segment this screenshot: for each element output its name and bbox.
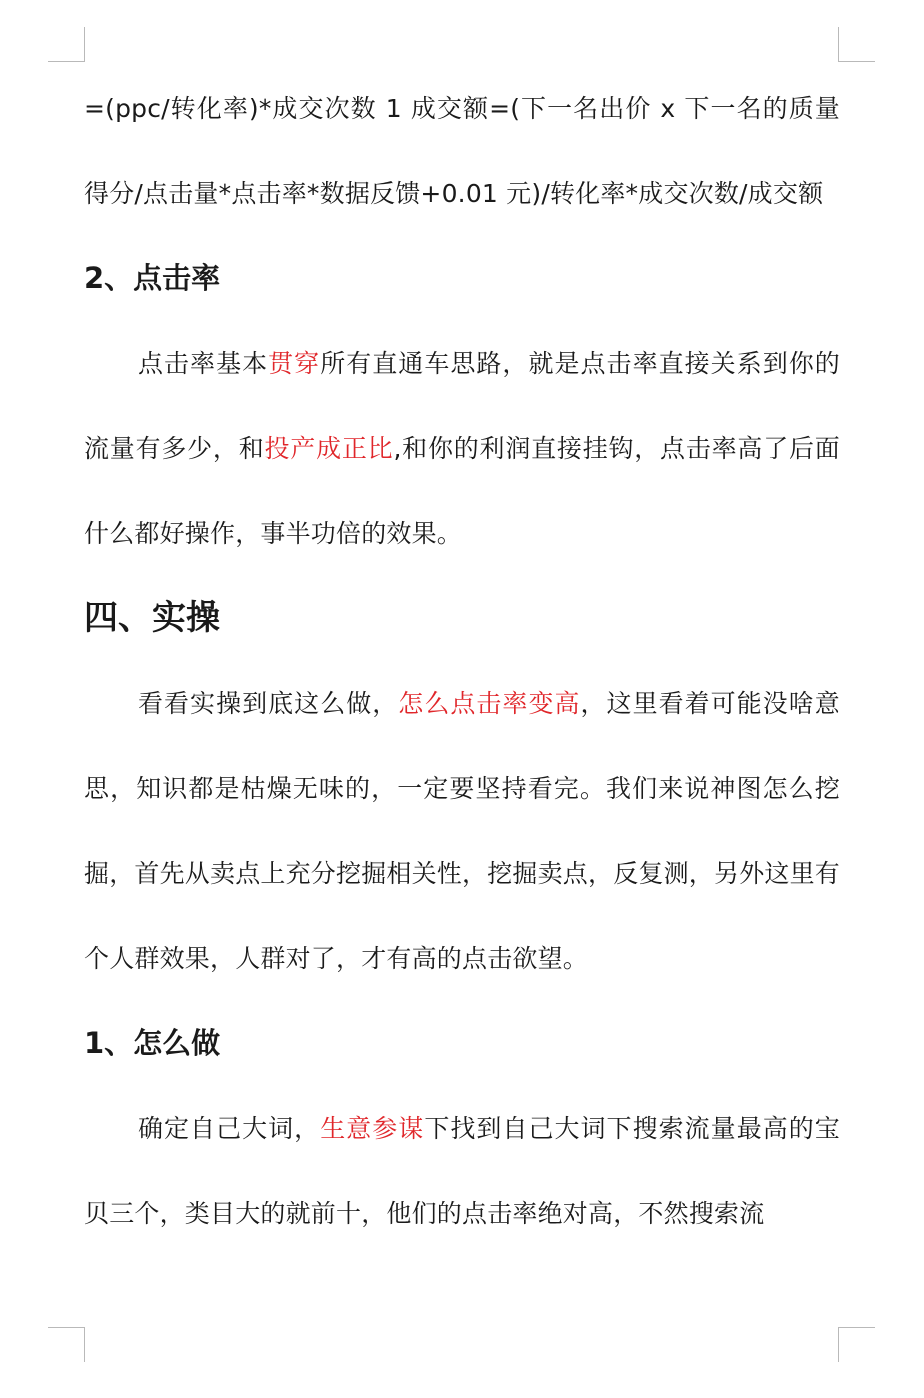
text-run: 确定自己大词， [138,1114,321,1143]
page-corner-mark-bottom-right [838,1327,875,1362]
text-run: ,和你的利润直接挂钩，点击率高了后面什么都好操作，事半功倍的效果。 [84,434,840,548]
text-run: 下找到自己大词下搜索流量最高的宝贝三个，类目大的就前十，他们的点击率绝对高，不然搜索流 [84,1114,840,1228]
heading-practice: 四、实操 [84,598,220,638]
page-corner-mark-bottom-left [48,1327,85,1362]
text-run: 所有直通车思路，就是点击率直接关系到你的流量有多少，和 [84,349,840,463]
text-run: 看看实操到底这么做， [138,689,399,718]
heading-how-to: 1、怎么做 [84,1026,221,1060]
highlight-text: 生意参谋 [320,1114,425,1143]
formula-paragraph: =(ppc/转化率)*成交次数 1 成交额=(下一名出价 x 下一名的质量得分/点击量*点击率*数据反馈+0.01 元)/转化率*成交次数/成交额 [84,94,840,208]
click-rate-paragraph [84,321,840,576]
page-corner-mark-top-right [838,27,875,62]
practice-paragraph [84,661,840,1001]
page-corner-mark-top-left [48,27,85,62]
heading-click-rate: 2、点击率 [84,261,221,295]
how-to-paragraph [84,1086,840,1256]
text-run: 点击率基本 [138,349,269,378]
document-body [84,66,840,1256]
highlight-text: 贯穿 [268,349,321,378]
highlight-text: 怎么点击率变高 [398,689,581,718]
text-run: ，这里看着可能没啥意思，知识都是枯燥无味的，一定要坚持看完。我们来说神图怎么挖掘，首先从卖点上充分挖掘相关性，挖掘卖点，反复测，另外这里有个人群效果，人群对了，才有高的点击欲望。 [84,689,841,973]
highlight-text: 投产成正比 [264,434,394,463]
